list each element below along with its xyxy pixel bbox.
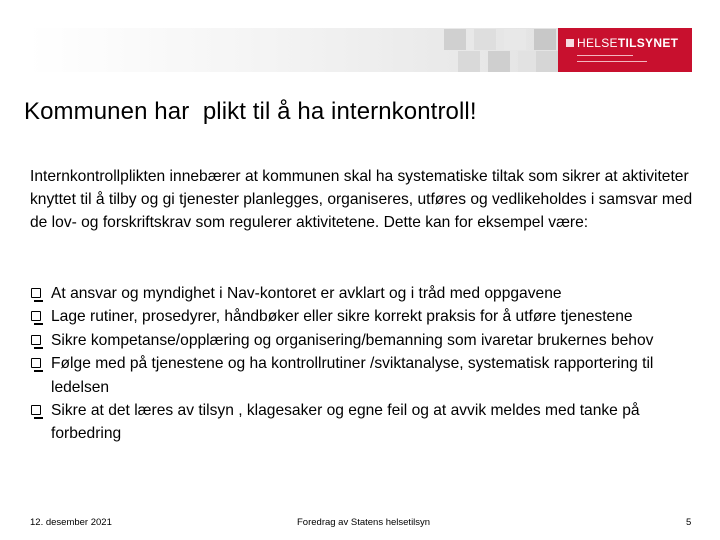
checkbox-bullet-icon (31, 358, 41, 368)
bullet-text: Sikre at det læres av tilsyn , klagesaker og egne feil og at avvik meldes med tanke på forbedring (51, 402, 640, 443)
intro-paragraph: Internkontrollplikten innebærer at kommunen skal ha systematiske tiltak som sikrer at aktiviteter knyttet til å tilby og gi tjenester planlegges, organiseres, utføres og vedlikeholdes i samsvar med de lov- og forskriftskrav som regulerer aktivitetene. Dette kan for eksempel være: (30, 168, 693, 231)
bullet-item (30, 352, 706, 399)
footer-date: 12. desember 2021 (30, 517, 112, 528)
footer-page-number: 5 (686, 517, 692, 528)
checkbox-bullet-icon (31, 335, 41, 345)
bullet-list (30, 282, 706, 446)
header-tile (534, 29, 556, 50)
helsetilsynet-logo (558, 28, 692, 72)
checkbox-bullet-icon (31, 311, 41, 321)
header-tiles (442, 28, 558, 72)
bullet-text: Følge med på tjenestene og ha kontrollrutiner /sviktanalyse, systematisk rapportering til ledelsen (51, 355, 654, 396)
header-tile (458, 51, 480, 72)
logo-mark-icon (566, 39, 574, 47)
header-tile (444, 29, 466, 50)
checkbox-bullet-icon (31, 405, 41, 415)
logo-tagline-line (577, 55, 633, 56)
logo-tagline-line (577, 61, 647, 62)
header-tile (504, 29, 526, 50)
header-tile (536, 51, 558, 72)
bullet-item (30, 282, 706, 305)
logo-wordmark: HELSETILSYNET (577, 36, 679, 50)
bullet-text: Sikre kompetanse/opplæring og organisering/bemanning som ivaretar brukernes behov (51, 331, 654, 349)
bullet-item (30, 329, 706, 352)
slide-title: Kommunen har plikt til å ha internkontroll! (24, 98, 477, 125)
checkbox-bullet-icon (31, 288, 41, 298)
bullet-text: Lage rutiner, prosedyrer, håndbøker eller sikre korrekt praksis for å utføre tjenestene (51, 308, 633, 326)
bullet-text: At ansvar og myndighet i Nav-kontoret er avklart og i tråd med oppgavene (51, 285, 562, 302)
footer-center: Foredrag av Statens helsetilsyn (297, 517, 431, 528)
bullet-item (30, 305, 706, 328)
header-tile (488, 51, 510, 72)
bullet-item (30, 399, 706, 446)
header-tile (474, 29, 496, 50)
